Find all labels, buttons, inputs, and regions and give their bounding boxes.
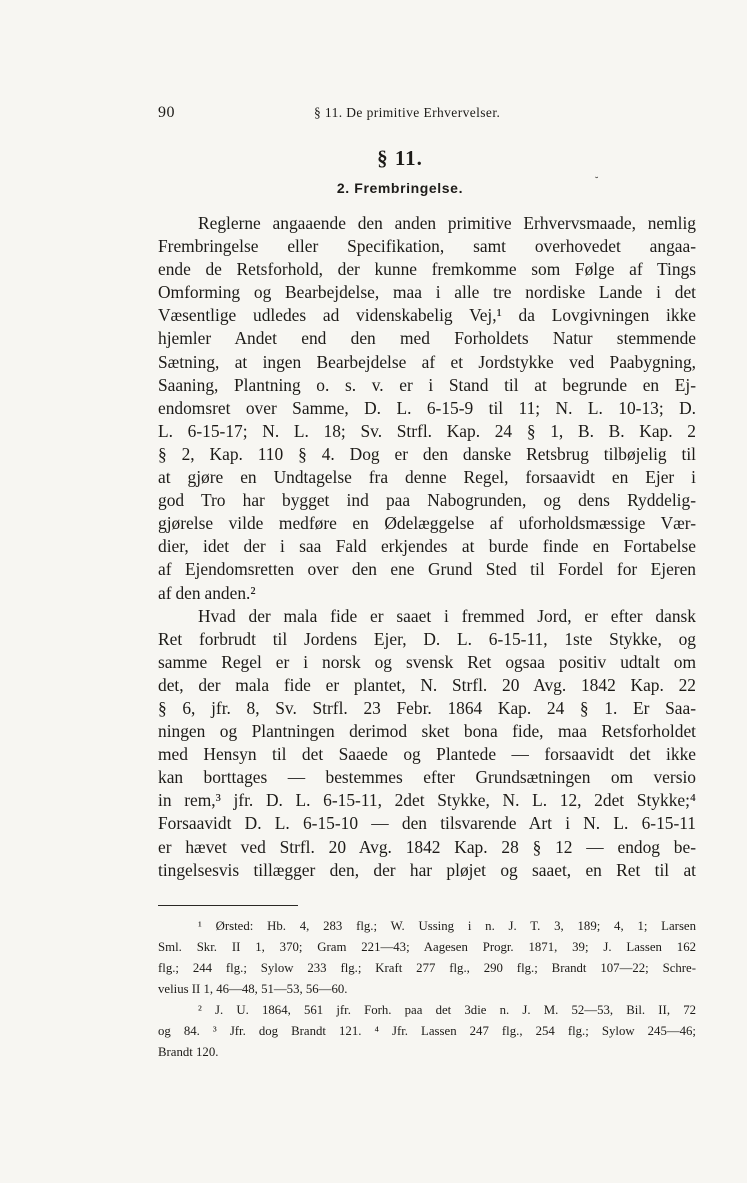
body-line: Forsaavidt D. L. 6-15-10 — den tilsvarende Art i N. L. 6-15-11 [158, 813, 696, 834]
footnote-divider [158, 905, 298, 906]
body-line: ende de Retsforhold, der kunne fremkomme som Følge af Tings [158, 259, 696, 280]
page-number: 90 [158, 104, 175, 121]
body-line: er hævet ved Strfl. 20 Avg. 1842 Kap. 28 § 12 — endog be- [158, 836, 696, 857]
footnote-line: Sml. Skr. II 1, 370; Gram 221—43; Aagesen Progr. 1871, 39; J. Lassen 162 [158, 940, 696, 954]
body-line: Omforming og Bearbejdelse, maa i alle tre nordiske Lande i det [158, 282, 696, 303]
body-line: at gjøre en Undtagelse fra denne Regel, forsaavidt en Ejer i [158, 467, 696, 488]
body-line: in rem,³ jfr. D. L. 6-15-11, 2det Stykke, N. L. 12, 2det Stykke;⁴ [158, 790, 696, 811]
section-heading: § 11. [377, 146, 423, 170]
footnote-line: flg.; 244 flg.; Sylow 233 flg.; Kraft 277 flg., 290 flg.; Brandt 107—22; Schre- [158, 961, 696, 975]
body-line: Reglerne angaaende den anden primitive Erhvervsmaade, nemlig [198, 213, 696, 233]
body-line: det, der mala fide er plantet, N. Strfl. 20 Avg. 1842 Kap. 22 [158, 674, 696, 695]
body-line: ningen og Plantningen derimod sket bona fide, maa Retsforholdet [158, 721, 696, 742]
footnote-line: og 84. ³ Jfr. dog Brandt 121. ⁴ Jfr. Lassen 247 flg., 254 flg.; Sylow 245—46; [158, 1024, 696, 1038]
body-line: med Hensyn til det Saaede og Plantede — forsaavidt det ikke [158, 744, 696, 765]
body-line: af Ejendomsretten over den ene Grund Sted til Fordel for Ejeren [158, 559, 696, 580]
subsection-heading: 2. Frembringelse. [336, 180, 464, 196]
body-line: Sætning, at ingen Bearbejdelse af et Jordstykke ved Paabygning, [158, 351, 696, 372]
body-line: Hvad der mala fide er saaet i fremmed Jord, er efter dansk [198, 605, 696, 626]
running-head [158, 104, 696, 124]
body-line: § 6, jfr. 8, Sv. Strfl. 23 Febr. 1864 Kap. 24 § 1. Er Saa- [158, 697, 696, 718]
body-line: Væsentlige udledes ad videnskabelig Vej,¹ da Lovgivningen ikke [158, 305, 696, 326]
body-line: endomsret over Samme, D. L. 6-15-9 til 11; N. L. 10-13; D. [158, 397, 696, 418]
footnote-line: ¹ Ørsted: Hb. 4, 283 flg.; W. Ussing i n. J. T. 3, 189; 4, 1; Larsen [198, 919, 696, 933]
body-line: tingelsesvis tillægger den, der har pløjet og saaet, en Ret til at [158, 859, 696, 880]
body-line: samme Regel er i norsk og svensk Ret ogsaa positiv udtalt om [158, 651, 696, 672]
footnote-line: velius II 1, 46—48, 51—53, 56—60. [158, 982, 348, 996]
footnote-line: ² J. U. 1864, 561 jfr. Forh. paa det 3die n. J. M. 52—53, Bil. II, 72 [198, 1003, 696, 1017]
body-line: gjørelse vilde medføre en Ødelæggelse af uforholdsmæssige Vær- [158, 513, 696, 534]
print-mark: ˘ [595, 176, 599, 187]
body-line: § 2, Kap. 110 § 4. Dog er den danske Retsbrug tilbøjelig til [158, 443, 696, 464]
body-line: dier, idet der i saa Fald erkjendes at burde finde en Fortabelse [158, 536, 696, 557]
body-line: Saaning, Plantning o. s. v. er i Stand til at begrunde en Ej- [158, 374, 696, 395]
body-text [158, 212, 696, 882]
running-head-title: § 11. De primitive Erhvervelser. [314, 105, 501, 120]
body-line: Ret forbrudt til Jordens Ejer, D. L. 6-15-11, 1ste Stykke, og [158, 628, 696, 649]
footnote-line: Brandt 120. [158, 1045, 219, 1059]
body-line: L. 6-15-17; N. L. 18; Sv. Strfl. Kap. 24 § 1, B. B. Kap. 2 [158, 420, 696, 441]
body-line: af den anden.² [158, 582, 256, 603]
footnotes [158, 916, 696, 1063]
body-line: hjemler Andet end den med Forholdets Natur stemmende [158, 328, 696, 349]
body-line: Frembringelse eller Specifikation, samt overhovedet angaa- [158, 236, 696, 257]
body-line: kan borttages — bestemmes efter Grundsætningen om versio [158, 767, 696, 788]
body-line: god Tro har bygget ind paa Nabogrunden, og dens Ryddelig- [158, 490, 696, 511]
